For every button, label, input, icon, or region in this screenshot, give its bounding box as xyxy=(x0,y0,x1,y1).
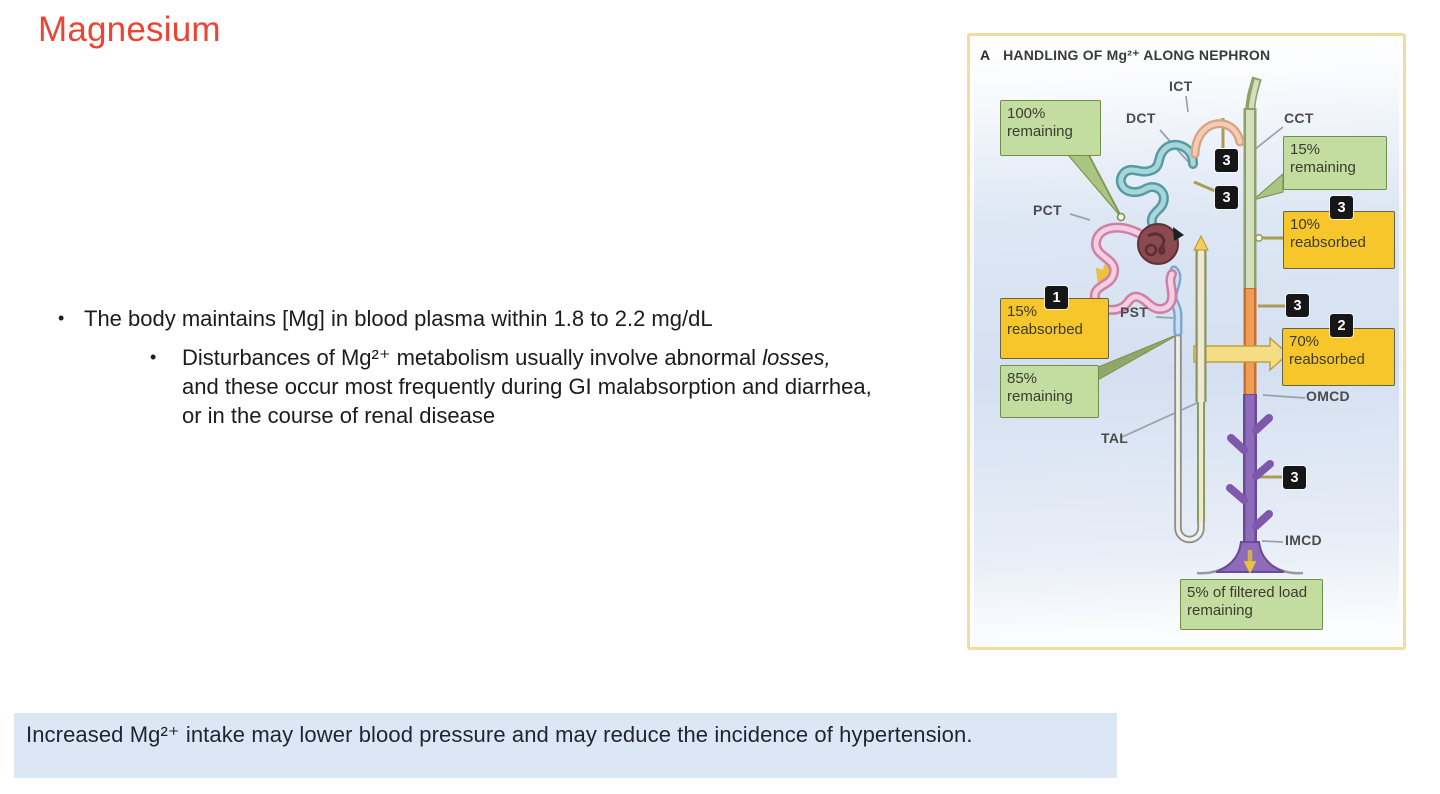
bullet-list xyxy=(48,304,908,430)
segment-label-pct: PCT xyxy=(1033,202,1062,218)
bullet-marker: • xyxy=(150,347,157,367)
figure-header xyxy=(980,47,1270,64)
bullet-item xyxy=(48,343,908,430)
figure-panel-letter: A xyxy=(980,47,991,63)
bullet-text-italic: losses, xyxy=(762,345,831,370)
step-badge-1-pct: 1 xyxy=(1045,286,1068,309)
bullet-item xyxy=(48,304,908,333)
step-badge-3-imcd: 3 xyxy=(1283,466,1306,489)
segment-label-ict: ICT xyxy=(1169,78,1193,94)
segment-label-dct: DCT xyxy=(1126,110,1156,126)
callout-70-reabsorbed: 70% reabsorbed xyxy=(1282,328,1395,386)
segment-label-pst: PST xyxy=(1120,304,1149,320)
callout-10-reabsorbed: 10% reabsorbed xyxy=(1283,211,1395,269)
footer-note-box xyxy=(14,713,1117,778)
bullet-text xyxy=(182,343,872,430)
bullet-text-post: and these occur most frequently during GI malabsorption and diarrhea, or in the course of renal disease xyxy=(182,374,872,428)
step-badge-2-tal: 2 xyxy=(1330,314,1353,337)
segment-label-tal: TAL xyxy=(1101,430,1129,446)
step-badge-3-omcd: 3 xyxy=(1286,294,1309,317)
callout-15-reabsorbed: 15% reabsorbed xyxy=(1000,298,1109,359)
callout-100-remaining: 100% remaining xyxy=(1000,100,1101,156)
callout-85-remaining: 85% remaining xyxy=(1000,365,1099,418)
step-badge-3-dct: 3 xyxy=(1215,186,1238,209)
nephron-figure-panel xyxy=(967,33,1406,650)
bullet-text-pre: Disturbances of Mg²⁺ metabolism usually involve abnormal xyxy=(182,345,763,370)
figure-title: HANDLING OF Mg²⁺ ALONG NEPHRON xyxy=(1003,47,1271,63)
bullet-marker: • xyxy=(58,308,65,328)
callout-5-remaining: 5% of filtered load remaining xyxy=(1180,579,1323,630)
bullet-text: The body maintains [Mg] in blood plasma within 1.8 to 2.2 mg/dL xyxy=(84,306,713,331)
step-badge-3-cct: 3 xyxy=(1330,196,1353,219)
step-badge-3-ict: 3 xyxy=(1215,149,1238,172)
footer-note-text: Increased Mg²⁺ intake may lower blood pressure and may reduce the incidence of hypertension. xyxy=(26,722,973,747)
segment-label-cct: CCT xyxy=(1284,110,1314,126)
nephron-figure-inner xyxy=(970,36,1403,647)
segment-label-imcd: IMCD xyxy=(1285,532,1322,548)
callout-15-remaining: 15% remaining xyxy=(1283,136,1387,190)
segment-label-omcd: OMCD xyxy=(1306,388,1350,404)
page-title: Magnesium xyxy=(38,10,221,49)
